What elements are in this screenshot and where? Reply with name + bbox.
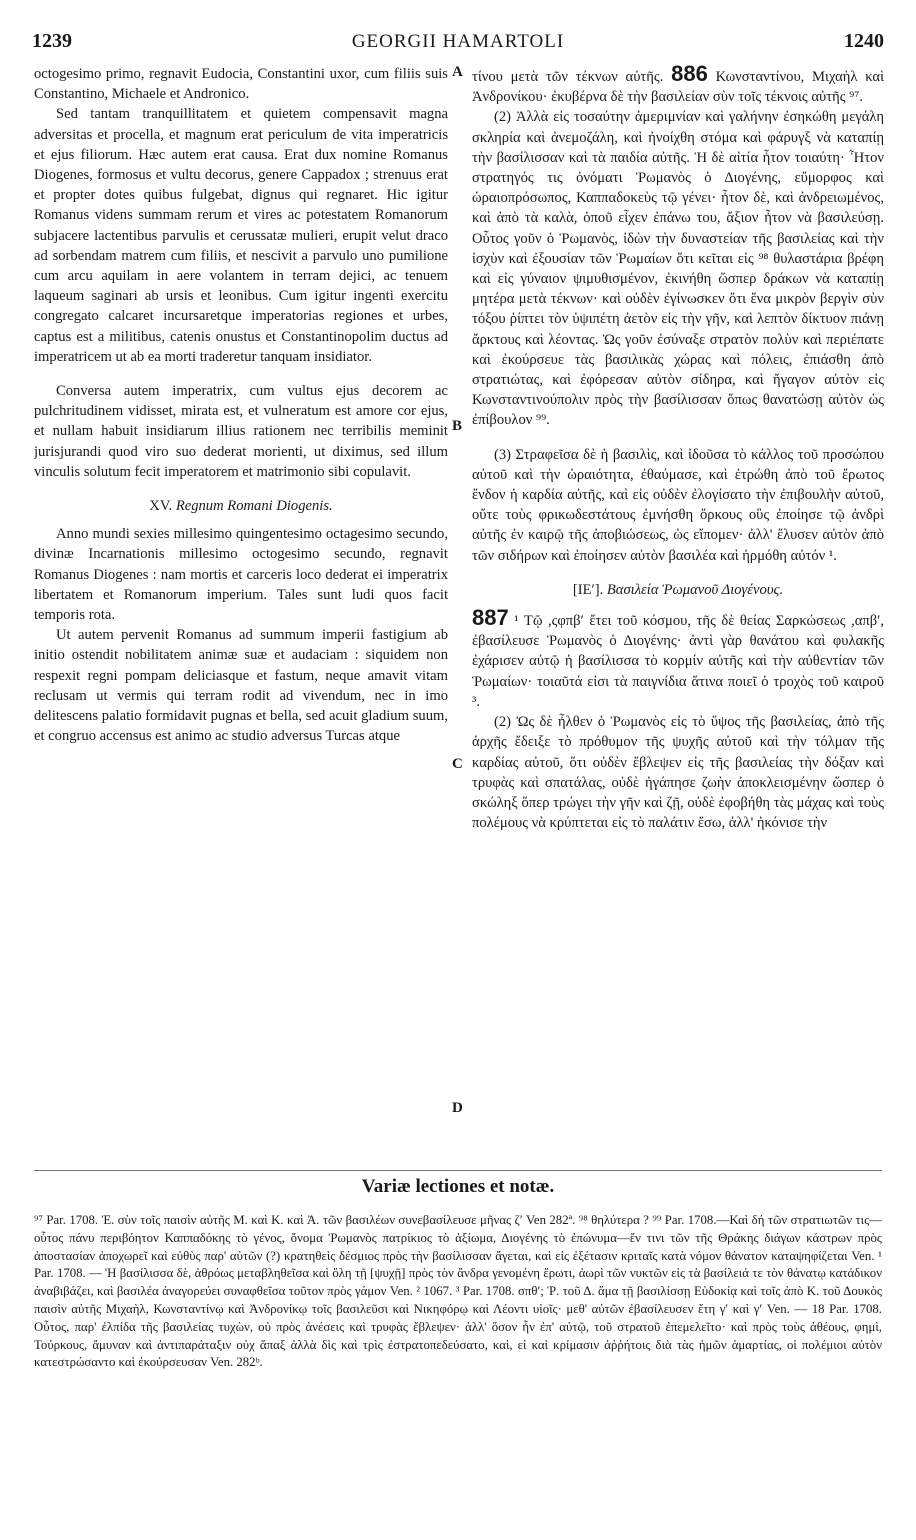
greek-paragraph-3: (3) Στραφεῖσα δὲ ἡ βασιλὶς, καὶ ἰδοῦσα τὸ κάλλος τοῦ προσώπου αὐτοῦ καὶ τὴν ὡραιότητα, ἐθαύμασε, καὶ ἐτρώθη ἀπὸ τοῦ ἔρωτος ἔνδον ἡ καρδία αὐτῆς, καὶ εἰς οὐδὲν ἐλογίσατο τὴν ἐπιβουλὴν αὐτοῦ, οὔτε τοὺς φρικωδεστάτους ἐμνήσθη ὅρκους οὓς ἐποίησε τῷ ἀνδρὶ αὐτῆς ἐν καιρῷ τῆς ἀποβιώσεως, ὡς εἴπομεν· ἀλλ' ἔλυσεν αὐτὸν ἀπὸ τῶν σιδήρων καὶ ἐποίησεν αὐτὸν βασιλέα καὶ ἡρμόθη αὐτόν ¹. (472, 446, 884, 564)
greek-paragraph-1 (472, 64, 884, 107)
latin-paragraph-2: Sed tantam tranquillitatem et quietem compensavit magna adversitas et procella, et magnum erat periculum de vita imperatricis et ejus filiorum. Hæc autem erat causa. Erat dux nomine Romanus Diogenes, formosus et vultu decorus, genere Cappadox ; strenuus erat et propter dotes quibus fulgebat, dignus qui regnaret. Hic igitur Romanus videns summam rerum et vires ac potestatem Romanorum subjacere lactentibus parvulis et cerussatæ mulieri, erupit velut draco ad sorbendam matrem cum filiis, et nescivit a parvulo uno pumilione cum arcu aquilam in aere volantem in terram dejici, ac tenuem laqueum saginari ab ursis et leonibus. Cum igitur ingenti exercitu congregato calcaret incursaretque imperatorias regiones et urbes, captus est a militibus, catenis onustus et Constantinopolim ductus ad imperatricem ut ab ea morti traderetur tanquam insidiator. (34, 106, 448, 365)
greek-section-heading (472, 580, 884, 600)
greek-section-title: Βασιλεία Ῥωμανοῦ Διογένους. (606, 581, 784, 598)
greek-paragraph-1-end: Κωνσταντίνου, Μιχαὴλ καὶ Ἀνδρονίκου· ἐκυβέρνα δὲ τὴν βασιλείαν σὺν τοῖς τέκνοις αὐτῆς ⁹⁷. (472, 69, 884, 106)
margin-letter-a: A (452, 64, 463, 80)
greek-column (472, 64, 884, 1164)
latin-section-number: XV. (149, 498, 173, 515)
latin-column (34, 64, 448, 1164)
latin-paragraph-5: Ut autem pervenit Romanus ad summum imperii fastigium ab initio ostendit nobilitatem animæ suæ et audaciam : siquidem non respexit regni pompam deliciasque et fastum, neque amavit vitam reclusam ut vermis qui terram rodit ad vivendum, nec in imo delitescens palatio formidavit pugnas et bella, sed acuit gladium suum, et congruo accensus est animo ac studio adversus Turcas atque (34, 627, 448, 745)
greek-paragraph-4 (472, 605, 884, 712)
greek-paragraph-4-text: ¹ Τῷ ,ςφπβʹ ἔτει τοῦ κόσμου, τῆς δὲ θείας Σαρκώσεως ,απβʹ, ἐβασίλευσε Ῥωμανὸς ὁ Διογένης· ἀντὶ γὰρ θανάτου καὶ φυλακῆς ἐχάρισεν αὐτῷ ἡ βασίλισσα τὸ κορμίν αὐτῆς καὶ τὴν αὐθεντίαν τῶν Ῥωμαίων· τοιαῦτά εἰσι τὰ παιγνίδια ἅτινα ποιεῖ ὁ τροχὸς τοῦ καιροῦ ³. (472, 613, 884, 710)
margin-letter-c: C (452, 756, 463, 772)
greek-paragraph-2: (2) Ἀλλὰ εἰς τοσαύτην ἀμεριμνίαν καὶ γαλήνην ἐσηκώθη μεγάλη σκληρία καὶ ἀνεμοζάλη, καὶ ἠνοίχθη στόμα καὶ φάρυγξ νὰ καταπίῃ τὴν βασίλισσαν καὶ τὰ παιδία αὐτῆς. Ἡ δὲ αἰτία ἦτον τοιαύτη· Ἦτον στρατηγός τις ὀνόματι Ῥωμανὸς ὁ Διογένης, εὔμορφος καὶ ὡραιοπρόσωπος, Καππαδοκεὺς τῷ γένει· ἦτον δὲ, καὶ ἀνδρειωμένος, καὶ ἀπὸ τὰ καλὰ, ὁποῦ εἶχεν ἐπάνω του, ἄξιον ἦτον νὰ βασιλεύσῃ. Οὗτος γοῦν ὁ Ῥωμανὸς, ἰδὼν τὴν δυναστείαν τῆς βασιλείας καὶ τὴν ἰσχὺν καὶ ἐξουσίαν τῶν Ῥωμαίων ὅτι κεῖται εἰς ⁹⁸ θυλαστάρια βρέφη καὶ εἰς γύναιον ψιμυθισμένον, ἐκινήθη ὥσπερ δράκων νὰ καταπίῃ μητέρα μετὰ τέκνων· καὶ οὐδὲν ἐγίνωσκεν ὅτι ἕνα μικρὸν βεργὶν σὺν τόξου ῥίπτει τὸν ὑψιπέτη ἀετὸν εἰς τὴν γῆν, καὶ λεπτὸν δίκτυον πιάνῃ ἄρκτους καὶ λέοντας. Ὡς γοῦν ἐσύναξε στρατὸν πολὺν καὶ περιέπατε καὶ ἐκούρσευε τὰς βασιλικὰς χώρας καὶ πόλεις, ἐπιάσθη ἀπὸ στρατιώτας, καὶ ἐφόρεσαν αὐτὸν σίδηρα, καὶ ἤγαγον αὐτὸν εἰς Κωνσταντινούπολιν πρὸς τὴν βασίλισσαν ὅπως θανατώσῃ αὐτὸν ὡς ἐπίβουλον ⁹⁹. (472, 109, 884, 429)
margin-letter-b: B (452, 418, 463, 434)
notes-divider (34, 1170, 882, 1171)
notes-block (34, 1212, 882, 1512)
page-header (32, 30, 884, 60)
greek-paragraph-1-start: τίνου μετὰ τῶν τέκνων αὐτῆς. (472, 69, 664, 85)
section-number-887: 887 (472, 605, 509, 631)
latin-section-heading (34, 496, 448, 516)
page-number-right: 1240 (843, 30, 884, 52)
greek-section-number: [ΙΕʹ]. (572, 581, 604, 598)
section-number-886: 886 (671, 64, 708, 86)
latin-paragraph-3: Conversa autem imperatrix, cum vultus ejus decorem ac pulchritudinem vidisset, mirata est, et vulneratum est amore cor ejus, et nullam habuit insidiarum illius rationem nec terribilis meminit jurisjurandi quod viro suo dederat morienti, ut diximus, sed illum vinculis solutum fecit imperatorem et matrimonio sibi copulavit. (34, 383, 448, 480)
notes-title: Variæ lectiones et notæ. (361, 1176, 555, 1197)
latin-paragraph-1: octogesimo primo, regnavit Eudocia, Constantini uxor, cum filiis suis Constantino, Michaele et Andronico. (34, 66, 448, 103)
page-number-left: 1239 (32, 30, 72, 52)
latin-section-title: Regnum Romani Diogenis. (175, 498, 333, 515)
greek-paragraph-5: (2) Ὡς δὲ ἦλθεν ὁ Ῥωμανὸς εἰς τὸ ὕψος τῆς βασιλείας, ἀπὸ τῆς ἀρχῆς ἔδειξε τὸ πρόθυμον τῆς ψυχῆς αὐτοῦ καὶ τὴν τόλμαν τῆς καρδίας αὐτοῦ, ὅτι οὐδὲν ἔβλεψεν εἰς τῆς βασιλείας τὴν δόξαν καὶ τρυφὰς καὶ σπατάλας, οὐδὲ ἠγάπησε ζωὴν ἀποκλεισμένην ὥσπερ ὁ σκώληξ ὅπερ τρώγει τὴν γῆν καὶ ζῇ, οὐδὲ ἐφοβήθη τὰς μάχας καὶ τοὺς πολέμους νὰ κρύπτεται εἰς τὸ παλάτιν ἔσω, ἀλλ' ἠκόνισε τὴν (472, 714, 884, 832)
margin-letter-d: D (452, 1100, 463, 1116)
notes-text: ⁹⁷ Par. 1708. Ἐ. σὺν τοῖς παισὶν αὐτῆς Μ. καὶ Κ. καὶ Ἀ. τῶν βασιλέων συνεβασίλευσε μῆνας ζʹ Ven 282ª. ⁹⁸ θηλύτερα ? ⁹⁹ Par. 1708.—Καὶ δή τῶν στρατιωτῶν τις—οὗτος πάνυ περιβόητον Καππαδόκης τὸ γένος, ὄνομα Ῥωμανὸς πατρίκιος τὸ ἀξίωμα, Διογένης τὸ ἐπώνυμα—ἔν τινι τῶν τῆς Θράκης διάγων κάστρων πρὸς ἀποστασίαν ἀποχωρεῖ καὶ εὐθὺς παρ' αὐτῶν (?) κρατηθεὶς δέσμιος πρὸς τὴν βασίλισσαν ἄγεται, καὶ εἰς ἐξέτασιν κριταῖς κατὰ νόμον θάνατον καταψηφίζεται Ven. ¹ Par. 1708. — Ἡ βασίλισσα δὲ, ἀθρόως μεταβληθεῖσα καὶ ὅλη τῇ [ψυχῇ] πρὸς τὸν ἄνδρα γενομένη ἔρωτι, ἀωρὶ τῶν νυκτῶν εἰς τὰ βασίλειά τε τὸν θάνατῳ κατάδικον ἀναβιβάζει, καὶ βασιλέα ἀναγορεύει συναφθεῖσα τοῦτον πρὸς γάμον Ven. ² 1067. ³ Par. 1708. σπθʹ; Ῥ. τοῦ Δ. ἅμα τῇ βασιλίσσῃ Εὐδοκίᾳ καὶ τοῖς ἀπὸ Κ. τοῦ Δουκὸς παισὶν αὐτῆς Μιχαὴλ, Κωνσταντίνῳ καὶ Ἀνδρονίκῳ τοῖς βασιλεῦσι καὶ Νικηφόρῳ καὶ Λέοντι υἱοῖς· μεθ' αὐτῶν ἐβασίλευσεν ἔτη γʹ καὶ γʹ Ven. — 18 Par. 1708. Οὗτος, παρ' ἐλπίδα τῆς βασιλείας τυχὼν, οὐ πρὸς ἀνέσεις καὶ τρυφὰς ἔβλεψεν· ἀλλ' ὅσον ἦν ἐπ' αὐτῷ, τοῦ στρατοῦ ἐπεμελεῖτο· καὶ πρὸς τοὺς ἀθέους, φημὶ, Τούρκους, ἄμυναν καὶ ἀντιπαράταξιν οὐχ ἅπαξ ἀλλὰ δὶς καὶ τρὶς ἐστρατοπεδεύσατο, καὶ, εἰ καὶ κρίμασιν ἀῤῥήτοις διὰ τὰς ἡμῶν ἁμαρτίας, οἱ πολέμιοι αὐτὸν κατεστρώσαντο καὶ ἐκούρσευσαν Ven. 282ᵇ. (34, 1213, 882, 1370)
latin-paragraph-4: Anno mundi sexies millesimo quingentesimo octagesimo secundo, divinæ Incarnationis millesimo octogesimo secundo, regnavit Romanus Diogenes : nam mortis et carceris loco dederat ei imperatrix libertatem et Romanorum imperium. Tales sunt ludi quos facit temporis rota. (34, 526, 448, 624)
running-title: GEORGII HAMARTOLI (351, 31, 565, 52)
